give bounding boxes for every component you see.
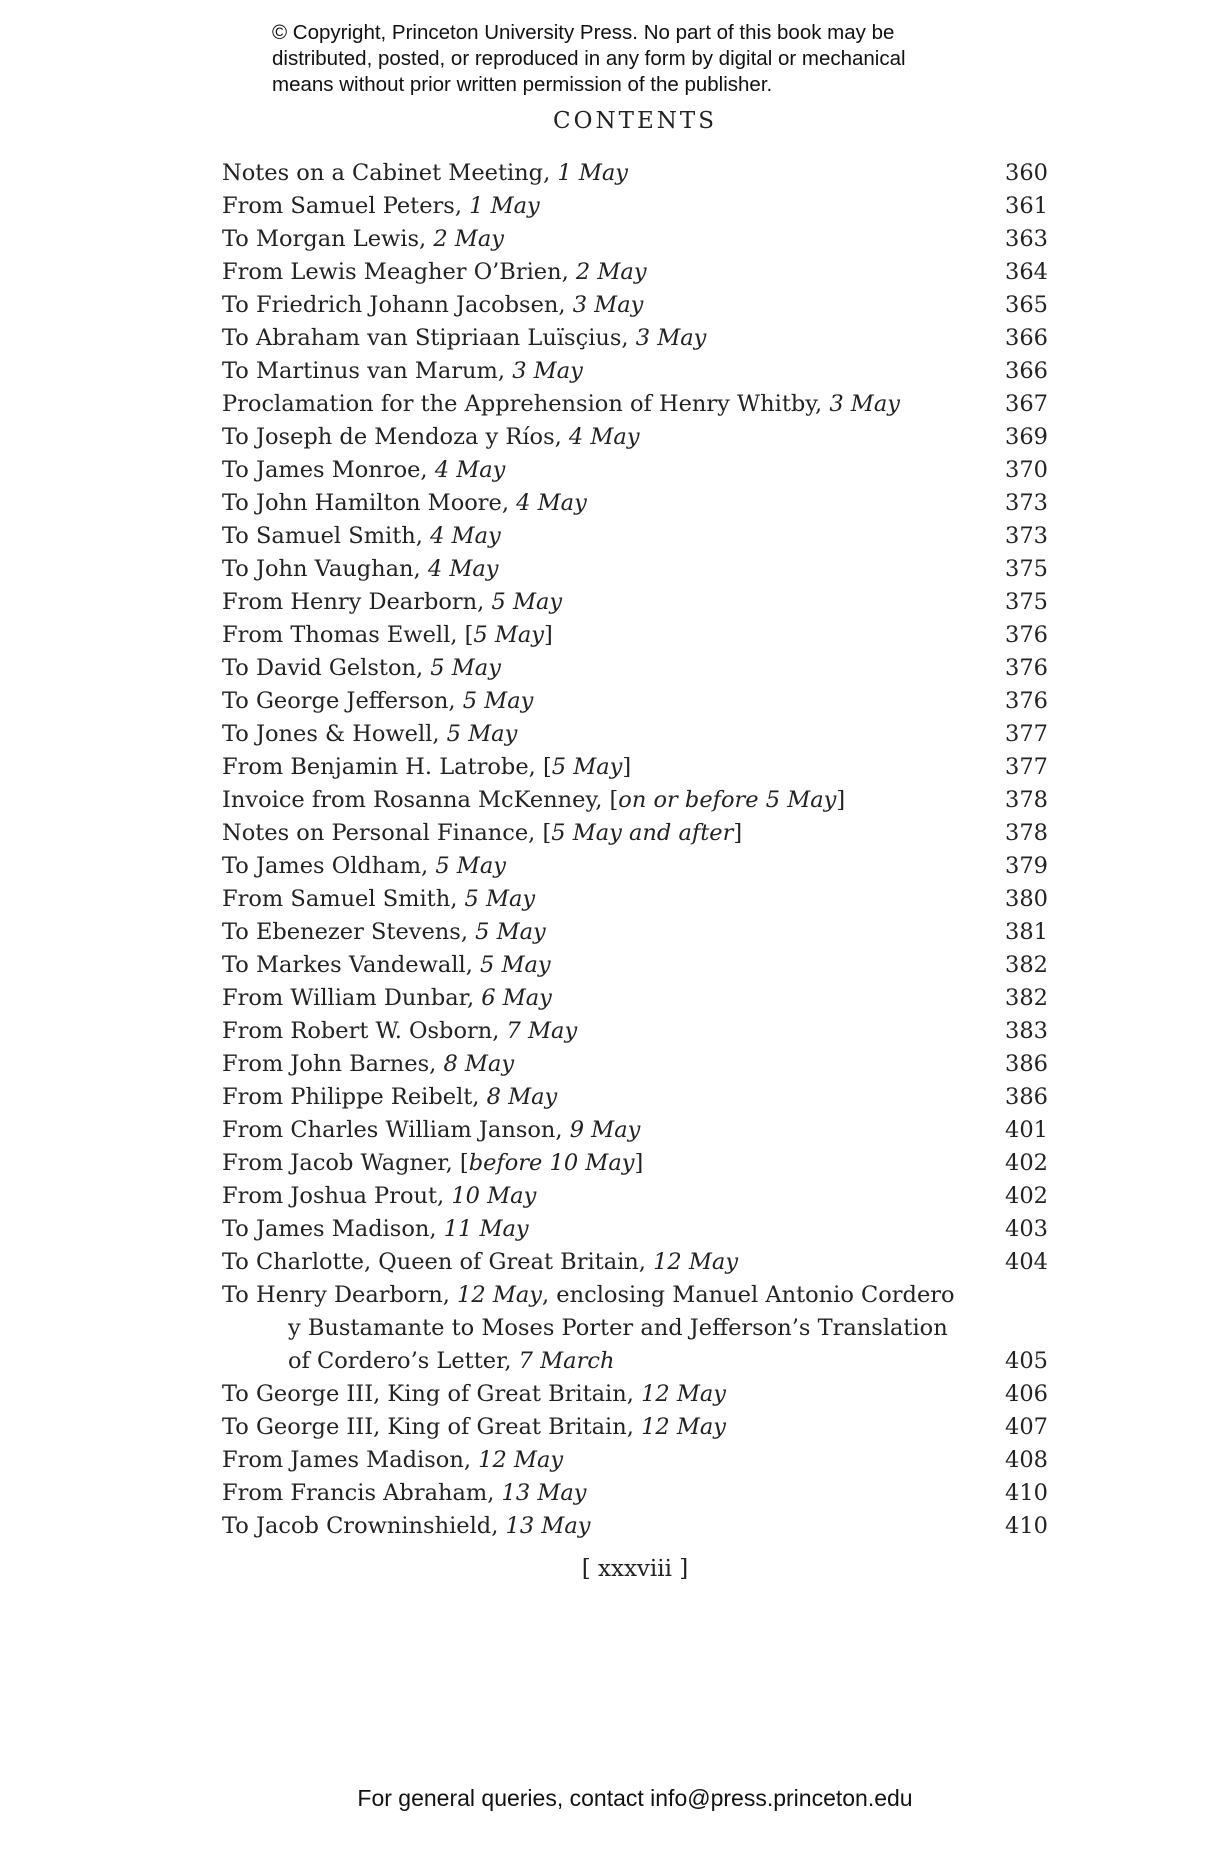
footer-contact: For general queries, contact info@press.princeton.edu — [357, 1785, 913, 1811]
toc-entry-text: Invoice from Rosanna McKenney, [ — [222, 787, 619, 813]
toc-entry-date: 4 May — [434, 457, 506, 483]
toc-entry-date: on or before 5 May — [618, 787, 837, 813]
toc-entry-title — [222, 652, 988, 685]
toc-entry — [222, 784, 1048, 817]
toc-entry-line — [222, 586, 968, 619]
copyright-line: means without prior written permission of the publisher. — [272, 73, 773, 96]
toc-entry — [222, 1114, 1048, 1147]
toc-entry — [222, 1378, 1048, 1411]
toc-entry-title — [222, 355, 988, 388]
toc-entry-page: 380 — [1005, 886, 1048, 912]
toc-entry-line — [222, 1279, 968, 1312]
toc-entry-page: 373 — [1005, 490, 1048, 516]
toc-entry-page: 407 — [1005, 1414, 1048, 1440]
toc-entry-date: 13 May — [501, 1480, 587, 1506]
toc-entry-date: 12 May — [457, 1282, 542, 1308]
toc-entry-title — [222, 1510, 988, 1543]
toc-entry-date: 8 May — [486, 1084, 558, 1110]
toc-entry-text: To Ebenezer Stevens, — [222, 919, 476, 945]
toc-entry — [222, 1015, 1048, 1048]
toc-entry-line — [222, 388, 968, 421]
toc-entry-line — [222, 1246, 968, 1279]
toc-entry-title — [222, 982, 988, 1015]
toc-entry-line — [222, 1213, 968, 1246]
toc-entry-line — [222, 1312, 968, 1345]
toc-entry-line — [222, 223, 968, 256]
toc-entry-line — [222, 850, 968, 883]
toc-entry-page: 377 — [1005, 721, 1048, 747]
toc-entry-line — [222, 1378, 968, 1411]
toc-entry-date: 5 May — [462, 688, 534, 714]
toc-entry-date: 5 May — [430, 655, 501, 681]
toc-entry — [222, 817, 1048, 850]
toc-entry — [222, 256, 1048, 289]
toc-entry — [222, 355, 1048, 388]
toc-entry-date: 2 May — [575, 259, 647, 285]
toc-entry-page: 377 — [1005, 754, 1048, 780]
toc-entry-text: From Robert W. Osborn, — [222, 1018, 507, 1044]
copyright-notice — [272, 20, 992, 98]
toc-entry — [222, 883, 1048, 916]
toc-entry — [222, 454, 1048, 487]
toc-entry-title — [222, 916, 988, 949]
toc-entry-page: 406 — [1005, 1381, 1048, 1407]
toc-entry-text: of Cordero’s Letter, — [288, 1348, 519, 1374]
toc-entry-page: 378 — [1005, 820, 1048, 846]
toc-entry-page: 366 — [1005, 358, 1048, 384]
toc-entry — [222, 916, 1048, 949]
toc-entry-line — [222, 1510, 968, 1543]
toc-entry-title — [222, 586, 988, 619]
toc-entry-line — [222, 817, 968, 850]
toc-entry — [222, 487, 1048, 520]
toc-entry-text: To Abraham van Stipriaan Luïsçius, — [222, 325, 636, 351]
toc-entry-date: 4 May — [427, 556, 499, 582]
toc-entry-date: 4 May — [430, 523, 501, 549]
toc-entry-title — [222, 1411, 988, 1444]
toc-entry-title — [222, 289, 988, 322]
toc-entry-line — [222, 256, 968, 289]
toc-entry-line — [222, 157, 968, 190]
toc-entry-page: 379 — [1005, 853, 1048, 879]
toc-entry-line — [222, 883, 968, 916]
toc-entry-page: 361 — [1005, 193, 1048, 219]
toc-entry-page: 376 — [1005, 655, 1048, 681]
toc-entry-text: From Charles William Janson, — [222, 1117, 570, 1143]
toc-entry-title — [222, 619, 988, 652]
toc-entry — [222, 1048, 1048, 1081]
toc-entry-date: 13 May — [505, 1513, 591, 1539]
toc-entry-date: 11 May — [443, 1216, 529, 1242]
toc-entry-text: From Joshua Prout, — [222, 1183, 452, 1209]
toc-entry-date: 5 May — [480, 952, 551, 978]
toc-entry-line — [222, 1411, 968, 1444]
toc-entry-page: 381 — [1005, 919, 1048, 945]
toc-entry-title — [222, 850, 988, 883]
toc-entry-line — [222, 1081, 968, 1114]
toc-entry-page: 364 — [1005, 259, 1048, 285]
toc-entry-text: To James Madison, — [222, 1216, 444, 1242]
toc-entry-page: 373 — [1005, 523, 1048, 549]
toc-entry-line — [222, 421, 968, 454]
toc-entry-line — [222, 916, 968, 949]
toc-entry-date: 12 May — [653, 1249, 739, 1275]
toc-entry-page: 376 — [1005, 688, 1048, 714]
toc-entry — [222, 1444, 1048, 1477]
toc-entry-text: ] — [733, 820, 743, 846]
toc-entry-page: 376 — [1005, 622, 1048, 648]
toc-entry-date: 7 May — [506, 1018, 578, 1044]
toc-entry — [222, 223, 1048, 256]
toc-entry-date: 5 May — [473, 622, 545, 648]
toc-entry — [222, 520, 1048, 553]
toc-entry-title — [222, 685, 988, 718]
toc-entry — [222, 553, 1048, 586]
toc-entry-text: To Friedrich Johann Jacobsen, — [222, 292, 573, 318]
toc-entry-line — [222, 751, 968, 784]
toc-entry-date: 3 May — [572, 292, 644, 318]
toc-entry-page: 369 — [1005, 424, 1048, 450]
toc-entry-page: 386 — [1005, 1051, 1048, 1077]
toc-entry-page: 375 — [1005, 556, 1048, 582]
toc-entry-title — [222, 157, 988, 190]
toc-entry-date: 2 May — [433, 226, 504, 252]
toc-entry-line — [222, 982, 968, 1015]
toc-entry-date: 6 May — [481, 985, 552, 1011]
toc-entry-page: 363 — [1005, 226, 1048, 252]
toc-entry-page: 360 — [1005, 160, 1048, 186]
toc-entry — [222, 1213, 1048, 1246]
toc-entry-title — [222, 520, 988, 553]
toc-entry-title — [222, 817, 988, 850]
toc-entry-text: ] — [634, 1150, 644, 1176]
table-of-contents — [222, 157, 1048, 1543]
toc-entry-date: 3 May — [635, 325, 707, 351]
toc-entry-line — [222, 190, 968, 223]
toc-entry-text: From Thomas Ewell, [ — [222, 622, 474, 648]
toc-entry-text: To Henry Dearborn, — [222, 1282, 458, 1308]
toc-entry-date: 3 May — [512, 358, 583, 384]
toc-entry-text: From Henry Dearborn, — [222, 589, 492, 615]
toc-entry-text: To Markes Vandewall, — [222, 952, 480, 978]
toc-entry-title — [222, 421, 988, 454]
toc-entry-title — [222, 1015, 988, 1048]
toc-entry-line — [222, 1444, 968, 1477]
toc-entry-date: 10 May — [451, 1183, 537, 1209]
toc-entry-text: To Martinus van Marum, — [222, 358, 513, 384]
toc-entry-text: To James Oldham, — [222, 853, 436, 879]
toc-entry — [222, 751, 1048, 784]
toc-entry-date: 12 May — [478, 1447, 564, 1473]
toc-entry-date: 5 May — [446, 721, 518, 747]
toc-entry-page: 403 — [1005, 1216, 1048, 1242]
toc-entry — [222, 619, 1048, 652]
toc-entry-title — [222, 784, 988, 817]
toc-entry-text: To Jones & Howell, — [222, 721, 447, 747]
toc-entry-page: 382 — [1005, 985, 1048, 1011]
toc-entry-line — [222, 718, 968, 751]
toc-entry — [222, 1477, 1048, 1510]
toc-entry-title — [222, 1180, 988, 1213]
toc-entry-line — [222, 1477, 968, 1510]
toc-entry-title — [222, 1147, 988, 1180]
toc-entry — [222, 1180, 1048, 1213]
toc-entry-text: Notes on Personal Finance, [ — [222, 820, 552, 846]
toc-entry — [222, 1510, 1048, 1543]
toc-entry-title — [222, 718, 988, 751]
toc-entry-line — [222, 1015, 968, 1048]
toc-entry-line — [222, 553, 968, 586]
toc-entry-page: 402 — [1005, 1150, 1048, 1176]
page-title: CONTENTS — [553, 108, 717, 134]
toc-entry-text: From Lewis Meagher O’Brien, — [222, 259, 576, 285]
toc-entry-text: To John Vaughan, — [222, 556, 428, 582]
toc-entry — [222, 157, 1048, 190]
copyright-line: © Copyright, Princeton University Press. No part of this book may be — [272, 21, 895, 44]
toc-entry-page: 375 — [1005, 589, 1048, 615]
toc-entry-title — [222, 1477, 988, 1510]
toc-entry — [222, 1411, 1048, 1444]
toc-entry-text: Proclamation for the Apprehension of Henry Whitby, — [222, 391, 830, 417]
toc-entry-text: To George Jefferson, — [222, 688, 463, 714]
toc-entry-date: 4 May — [568, 424, 640, 450]
toc-entry-title — [222, 454, 988, 487]
toc-entry-line — [222, 289, 968, 322]
toc-entry — [222, 850, 1048, 883]
toc-entry-page: 378 — [1005, 787, 1048, 813]
page-number: [ xxxviii ] — [581, 1556, 689, 1582]
toc-entry-title — [222, 487, 988, 520]
toc-entry-line — [222, 1180, 968, 1213]
toc-entry — [222, 190, 1048, 223]
toc-entry-title — [222, 322, 988, 355]
toc-entry-text: From William Dunbar, — [222, 985, 482, 1011]
toc-entry-text: To Jacob Crowninshield, — [222, 1513, 506, 1539]
toc-entry-date: 4 May — [516, 490, 587, 516]
toc-entry-date: 9 May — [569, 1117, 641, 1143]
toc-entry-line — [222, 1048, 968, 1081]
toc-entry-text: ] — [544, 622, 553, 648]
toc-entry-text: Notes on a Cabinet Meeting, — [222, 160, 558, 186]
toc-entry — [222, 982, 1048, 1015]
toc-entry-page: 410 — [1005, 1480, 1048, 1506]
toc-entry-date: 12 May — [641, 1414, 727, 1440]
toc-entry — [222, 322, 1048, 355]
toc-entry-text: , enclosing Manuel Antonio Cordero — [541, 1282, 955, 1308]
toc-entry-title — [222, 1378, 988, 1411]
toc-entry-line — [222, 520, 968, 553]
toc-entry-date: before 10 May — [468, 1150, 635, 1176]
toc-entry-title — [222, 1444, 988, 1477]
toc-entry-line — [222, 454, 968, 487]
toc-entry — [222, 1147, 1048, 1180]
toc-entry-text: To Morgan Lewis, — [222, 226, 434, 252]
toc-entry-text: From Philippe Reibelt, — [222, 1084, 487, 1110]
toc-entry-page: 366 — [1005, 325, 1048, 351]
copyright-line: distributed, posted, or reproduced in any form by digital or mechanical — [272, 47, 906, 70]
toc-entry-date: 5 May — [435, 853, 506, 879]
toc-entry-text: From James Madison, — [222, 1447, 479, 1473]
toc-entry-line — [222, 652, 968, 685]
toc-entry-title — [222, 883, 988, 916]
toc-entry-page: 408 — [1005, 1447, 1048, 1473]
toc-entry-line — [222, 949, 968, 982]
toc-entry — [222, 289, 1048, 322]
toc-entry — [222, 685, 1048, 718]
toc-entry-text: From Francis Abraham, — [222, 1480, 502, 1506]
toc-entry-page: 404 — [1005, 1249, 1048, 1275]
toc-entry — [222, 388, 1048, 421]
toc-entry-text: ] — [836, 787, 846, 813]
toc-entry-text: To John Hamilton Moore, — [222, 490, 517, 516]
toc-entry-title — [222, 751, 988, 784]
toc-entry-page: 410 — [1005, 1513, 1048, 1539]
toc-entry — [222, 421, 1048, 454]
toc-entry-title — [222, 1048, 988, 1081]
toc-entry-text: ] — [622, 754, 632, 780]
toc-entry — [222, 652, 1048, 685]
toc-entry-page: 401 — [1005, 1117, 1048, 1143]
toc-entry-line — [222, 1147, 968, 1180]
toc-entry-title — [222, 388, 988, 421]
toc-entry-date: 8 May — [443, 1051, 515, 1077]
toc-entry-text: To Samuel Smith, — [222, 523, 431, 549]
toc-entry — [222, 1081, 1048, 1114]
toc-entry-text: From Samuel Smith, — [222, 886, 465, 912]
toc-entry-date: 7 March — [518, 1348, 615, 1374]
toc-entry-title — [222, 256, 988, 289]
toc-entry-line — [222, 685, 968, 718]
toc-entry-page: 370 — [1005, 457, 1048, 483]
toc-entry-page: 402 — [1005, 1183, 1048, 1209]
toc-entry-page: 382 — [1005, 952, 1048, 978]
toc-entry-title — [222, 553, 988, 586]
toc-entry-text: To Charlotte, Queen of Great Britain, — [222, 1249, 654, 1275]
toc-entry-title — [222, 1213, 988, 1246]
toc-entry-date: 1 May — [469, 193, 540, 219]
toc-entry — [222, 1246, 1048, 1279]
toc-entry-page: 386 — [1005, 1084, 1048, 1110]
toc-entry-line — [222, 322, 968, 355]
toc-entry-text: From John Barnes, — [222, 1051, 444, 1077]
toc-entry-date: 5 May — [475, 919, 546, 945]
toc-entry-line — [222, 784, 968, 817]
toc-entry-text: To George III, King of Great Britain, — [222, 1381, 642, 1407]
toc-entry-page: 405 — [1005, 1348, 1048, 1374]
toc-entry — [222, 1279, 1048, 1378]
toc-entry-date: 3 May — [829, 391, 900, 417]
toc-entry-line — [222, 619, 968, 652]
toc-entry-line — [222, 1345, 968, 1378]
toc-entry-title — [222, 1114, 988, 1147]
toc-entry — [222, 718, 1048, 751]
toc-entry-date: 5 May — [464, 886, 536, 912]
toc-entry-text: y Bustamante to Moses Porter and Jefferson’s Translation — [288, 1315, 948, 1341]
toc-entry-text: From Jacob Wagner, [ — [222, 1150, 469, 1176]
toc-entry-text: From Benjamin H. Latrobe, [ — [222, 754, 552, 780]
toc-entry-date: 1 May — [557, 160, 629, 186]
toc-entry-text: To Joseph de Mendoza y Ríos, — [222, 424, 569, 450]
toc-entry-line — [222, 487, 968, 520]
toc-entry-text: To James Monroe, — [222, 457, 435, 483]
toc-entry-page: 365 — [1005, 292, 1048, 318]
toc-entry-text: From Samuel Peters, — [222, 193, 470, 219]
toc-entry-title — [222, 1279, 988, 1378]
toc-entry-page: 367 — [1005, 391, 1048, 417]
toc-entry-date: 5 May and after — [551, 820, 734, 846]
toc-entry-title — [222, 949, 988, 982]
toc-entry-date: 5 May — [491, 589, 563, 615]
toc-entry-page: 383 — [1005, 1018, 1048, 1044]
toc-entry-title — [222, 223, 988, 256]
toc-entry-title — [222, 1081, 988, 1114]
toc-entry-text: To George III, King of Great Britain, — [222, 1414, 642, 1440]
toc-entry-title — [222, 1246, 988, 1279]
toc-entry-line — [222, 355, 968, 388]
toc-entry — [222, 949, 1048, 982]
toc-entry-title — [222, 190, 988, 223]
toc-entry-date: 5 May — [551, 754, 623, 780]
toc-entry-date: 12 May — [641, 1381, 727, 1407]
toc-entry-text: To David Gelston, — [222, 655, 431, 681]
toc-entry-line — [222, 1114, 968, 1147]
toc-entry — [222, 586, 1048, 619]
